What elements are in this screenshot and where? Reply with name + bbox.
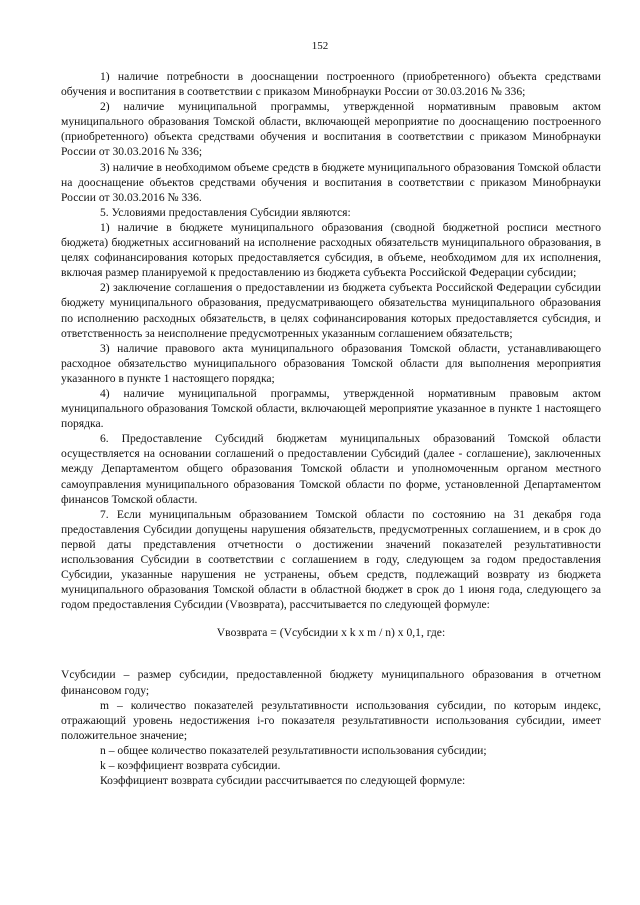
paragraph-section-6: 6. Предоставление Субсидий бюджетам муниципальных образований Томской области осуществляется на основании соглашений о предоставлении Субсидий (далее - соглашение), заключенных между Департаментом общего образования Томской области и уполномоченным органом местного самоуправления муниципального образования Томской области по форме, установленной Департаментом финансов Томской области.	[61, 432, 601, 506]
document-body	[61, 69, 601, 788]
definition-m: m – количество показателей результативности использования субсидии, по которым индекс, отражающий уровень недостижения i-го показателя результативности использования субсидии, имеет положительное значение;	[61, 698, 601, 742]
paragraph-5-1-budget: 1) наличие в бюджете муниципального образования (сводной бюджетной росписи местного бюджета) бюджетных ассигнований на исполнение расходных обязательств муниципального образования, в целях софинансирования которых предоставляется субсидия, в объеме, необходимом для их исполнения, включая размер планируемой к предоставлению из бюджета субъекта Российской Федерации субсидии;	[61, 220, 601, 280]
paragraph-5-4-program: 4) наличие муниципальной программы, утвержденной нормативным правовым актом муниципального образования Томской области, включающей мероприятие указанное в пункте 1 настоящего порядка.	[61, 386, 601, 431]
refund-formula: Vвозврата = (Vсубсидии x k x m / n) x 0,1, где:	[216, 626, 446, 640]
paragraph-5-2-agreement: 2) заключение соглашения о предоставлении из бюджета субъекта Российской Федерации субсидии бюджету муниципального образования, предусматривающего обязательства муниципального образования по исполнению расходных обязательств, в целях софинансирования которых предоставляется субсидия, и ответственность за неисполнение предусмотренных указанным соглашением обязательств;	[61, 281, 601, 340]
paragraph-5-3-legal-act: 3) наличие правового акта муниципального образования Томской области, устанавливающего расходное обязательство муниципального образования Томской области для выполнения мероприятия указанного в пункте 1 настоящего порядка;	[61, 341, 601, 385]
definition-n: n – общее количество показателей результативности использования субсидии;	[100, 743, 487, 757]
paragraph-section-5-heading: 5. Условиями предоставления Субсидии являются:	[100, 205, 351, 219]
definition-k: k – коэффициент возврата субсидии.	[100, 759, 281, 773]
paragraph-1-need: 1) наличие потребности в дооснащении построенного (приобретенного) объекта средствами обучения и воспитания в соответствии с приказом Минобрнауки России от 30.03.2016 № 336;	[61, 70, 601, 99]
page-number: 152	[311, 40, 329, 52]
definition-v-subsidy: Vсубсидии – размер субсидии, предоставленной бюджету муниципального образования в отчетном финансовом году;	[61, 668, 601, 697]
paragraph-2-program: 2) наличие муниципальной программы, утвержденной нормативным правовым актом муниципального образования Томской области, включающей мероприятие по дооснащению построенного (приобретенного) объекта средствами обучения и воспитания в соответствии с приказом Минобрнауки России от 30.03.2016 № 336;	[61, 100, 601, 159]
paragraph-3-funds: 3) наличие в необходимом объеме средств в бюджете муниципального образования Томской области на дооснащение объектов средствами обучения и воспитания в соответствии с приказом Минобрнауки России от 30.03.2016 № 336.	[61, 160, 601, 204]
coefficient-formula-intro: Коэффициент возврата субсидии рассчитывается по следующей формуле:	[100, 774, 466, 788]
paragraph-section-7: 7. Если муниципальным образованием Томской области по состоянию на 31 декабря года предоставления Субсидии допущены нарушения обязательств, предусмотренных соглашением, и в срок до первой даты представления отчетности о достижении значений показателей результативности использования Субсидии в соответствии с соглашением в году, следующем за годом предоставления Субсидии, указанные нарушения не устранены, объем средств, подлежащий возврату из бюджета муниципального образования Томской области в областной бюджет в срок до 1 июня года, следующего за годом предоставления Субсидии (Vвозврата), рассчитывается по следующей формуле:	[61, 507, 601, 612]
